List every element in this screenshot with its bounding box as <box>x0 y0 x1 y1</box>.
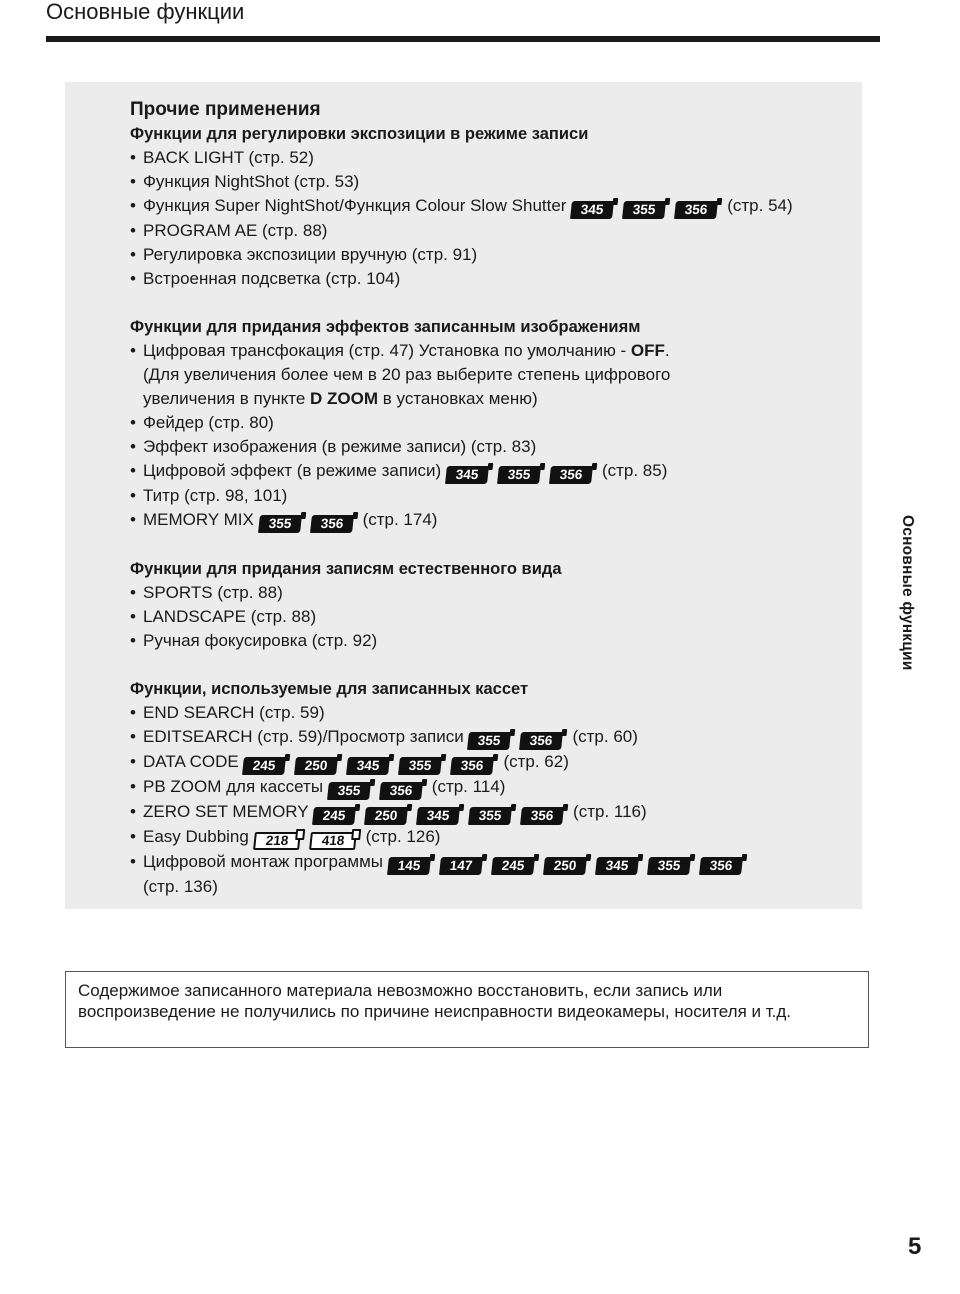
list-item <box>130 581 850 605</box>
model-badge-icon: 356 <box>549 466 593 484</box>
bullet-icon: • <box>130 607 136 626</box>
list-item <box>130 850 850 875</box>
sections-container <box>130 122 850 899</box>
note-text: Содержимое записанного материала невозможно восстановить, если запись или воспроизведение не получились по причине неисправности видеокамеры, носителя и т.д. <box>78 981 792 1021</box>
model-badge-icon: 245 <box>312 807 356 825</box>
list-item <box>130 508 850 533</box>
item-continuation <box>130 363 850 387</box>
page-header <box>46 0 880 42</box>
bullet-icon: • <box>130 703 136 722</box>
item-text: Эффект изображения (в режиме записи) (стр. 83) <box>143 437 537 456</box>
list-item <box>130 775 850 800</box>
item-continuation: (стр. 136) <box>143 877 218 896</box>
bullet-icon: • <box>130 510 136 529</box>
model-badge-icon: 355 <box>468 732 512 750</box>
list-item <box>130 725 850 750</box>
model-badge-icon: 250 <box>295 757 339 775</box>
bullet-icon: • <box>130 827 136 846</box>
model-badge-icon: 355 <box>327 782 371 800</box>
item-text-tail: . <box>664 341 670 360</box>
model-badge-icon: 355 <box>497 466 541 484</box>
item-text: BACK LIGHT (стр. 52) <box>143 148 314 167</box>
model-badge-icon: 356 <box>310 515 354 533</box>
continuation-tail: в установках меню) <box>378 389 538 408</box>
section-heading: Функции, используемые для записанных кассет <box>130 680 529 698</box>
page-ref: (стр. 126) <box>365 827 441 846</box>
item-text: Встроенная подсветка (стр. 104) <box>143 269 401 288</box>
list-item <box>130 170 850 194</box>
item-text: Функция NightShot (стр. 53) <box>143 172 360 191</box>
model-badge-icon: 355 <box>647 857 691 875</box>
item-text: PB ZOOM для кассеты <box>143 777 324 796</box>
model-badge-icon: 356 <box>699 857 743 875</box>
section-heading: Функции для придания записям естественного вида <box>130 560 562 578</box>
section <box>130 315 850 533</box>
model-badge-icon: 345 <box>416 807 460 825</box>
list-item <box>130 459 850 484</box>
bullet-icon: • <box>130 196 136 215</box>
list-item <box>130 435 850 459</box>
list-item <box>130 219 850 243</box>
bullet-icon: • <box>130 752 136 771</box>
section <box>130 122 850 291</box>
model-badge-icon: 355 <box>622 201 666 219</box>
item-text: Ручная фокусировка (стр. 92) <box>143 631 378 650</box>
item-text: Цифровой эффект (в режиме записи) <box>143 461 442 480</box>
section-heading: Функции для придания эффектов записанным изображениям <box>130 318 641 336</box>
list-item <box>130 146 850 170</box>
model-badge-icon: 418 <box>309 832 357 850</box>
bullet-icon: • <box>130 269 136 288</box>
bullet-icon: • <box>130 245 136 264</box>
page-ref: (стр. 62) <box>503 752 569 771</box>
bullet-icon: • <box>130 172 136 191</box>
model-badge-icon: 356 <box>451 757 495 775</box>
item-text: Титр (стр. 98, 101) <box>143 486 288 505</box>
model-badge-icon: 355 <box>468 807 512 825</box>
page-header-title: Основные функции <box>46 0 245 24</box>
section <box>130 677 850 899</box>
list-item <box>130 800 850 825</box>
bullet-icon: • <box>130 221 136 240</box>
model-badge-icon: 355 <box>258 515 302 533</box>
page-ref: (стр. 174) <box>362 510 438 529</box>
menu-item-name: D ZOOM <box>310 389 379 408</box>
bullet-icon: • <box>130 631 136 650</box>
model-badge-icon: 250 <box>543 857 587 875</box>
item-text: Цифровая трансфокация (стр. 47) Установка по умолчанию - <box>143 341 631 360</box>
list-item <box>130 194 850 219</box>
bullet-icon: • <box>130 341 136 360</box>
model-badge-icon: 356 <box>520 807 564 825</box>
item-text: Easy Dubbing <box>143 827 249 846</box>
item-text: Функция Super NightShot/Функция Colour Slow Shutter <box>143 196 567 215</box>
item-text: Цифровой монтаж программы <box>143 852 383 871</box>
bullet-icon: • <box>130 413 136 432</box>
page-number: 5 <box>908 1233 922 1260</box>
item-bold-value: OFF <box>630 341 665 360</box>
page-ref: (стр. 114) <box>431 777 506 796</box>
model-badge-icon: 355 <box>399 757 443 775</box>
item-text: EDITSEARCH (стр. 59)/Просмотр записи <box>143 727 464 746</box>
page-ref: (стр. 116) <box>573 802 647 821</box>
item-text: END SEARCH (стр. 59) <box>143 703 325 722</box>
note-box <box>65 971 869 1048</box>
content-body <box>130 98 850 923</box>
bullet-icon: • <box>130 437 136 456</box>
item-text: DATA CODE <box>143 752 239 771</box>
model-badge-icon: 218 <box>253 832 301 850</box>
page-ref: (стр. 85) <box>601 461 668 480</box>
item-continuation <box>130 387 850 411</box>
bullet-icon: • <box>130 727 136 746</box>
list-item <box>130 605 850 629</box>
model-badge-icon: 356 <box>379 782 423 800</box>
bullet-icon: • <box>130 148 136 167</box>
list-item <box>130 825 850 850</box>
model-badge-icon: 245 <box>243 757 287 775</box>
model-badge-icon: 145 <box>387 857 431 875</box>
item-text: Фейдер (стр. 80) <box>143 413 274 432</box>
page-ref: (стр. 60) <box>572 727 638 746</box>
model-badge-icon: 345 <box>570 201 614 219</box>
section-heading: Функции для регулировки экспозиции в режиме записи <box>130 125 589 143</box>
bullet-icon: • <box>130 583 136 602</box>
list-item <box>130 267 850 291</box>
continuation-text: (Для увеличения более чем в 20 раз выберите степень цифрового <box>143 365 671 384</box>
item-text: Регулировка экспозиции вручную (стр. 91) <box>143 245 478 264</box>
list-item <box>130 339 850 363</box>
list-item <box>130 243 850 267</box>
model-badge-icon: 147 <box>439 857 483 875</box>
list-item <box>130 411 850 435</box>
bullet-icon: • <box>130 802 136 821</box>
list-item <box>130 484 850 508</box>
model-badge-icon: 345 <box>595 857 639 875</box>
list-item <box>130 701 850 725</box>
bullet-icon: • <box>130 852 136 871</box>
model-badge-icon: 345 <box>347 757 391 775</box>
item-text: ZERO SET MEMORY <box>143 802 309 821</box>
list-item <box>130 750 850 775</box>
model-badge-icon: 345 <box>445 466 489 484</box>
bullet-icon: • <box>130 777 136 796</box>
model-badge-icon: 356 <box>520 732 564 750</box>
bullet-icon: • <box>130 486 136 505</box>
side-tab-label: Основные функции <box>899 515 916 671</box>
item-text: MEMORY MIX <box>143 510 254 529</box>
main-heading: Прочие применения <box>130 99 321 120</box>
item-text: LANDSCAPE (стр. 88) <box>143 607 317 626</box>
list-item <box>130 629 850 653</box>
bullet-icon: • <box>130 461 136 480</box>
item-text: SPORTS (стр. 88) <box>143 583 283 602</box>
item-text: PROGRAM AE (стр. 88) <box>143 221 328 240</box>
continuation-text: увеличения в пункте <box>143 389 311 408</box>
model-badge-icon: 250 <box>364 807 408 825</box>
model-badge-icon: 356 <box>674 201 718 219</box>
model-badge-icon: 245 <box>491 857 535 875</box>
page-ref: (стр. 54) <box>727 196 793 215</box>
section <box>130 557 850 653</box>
